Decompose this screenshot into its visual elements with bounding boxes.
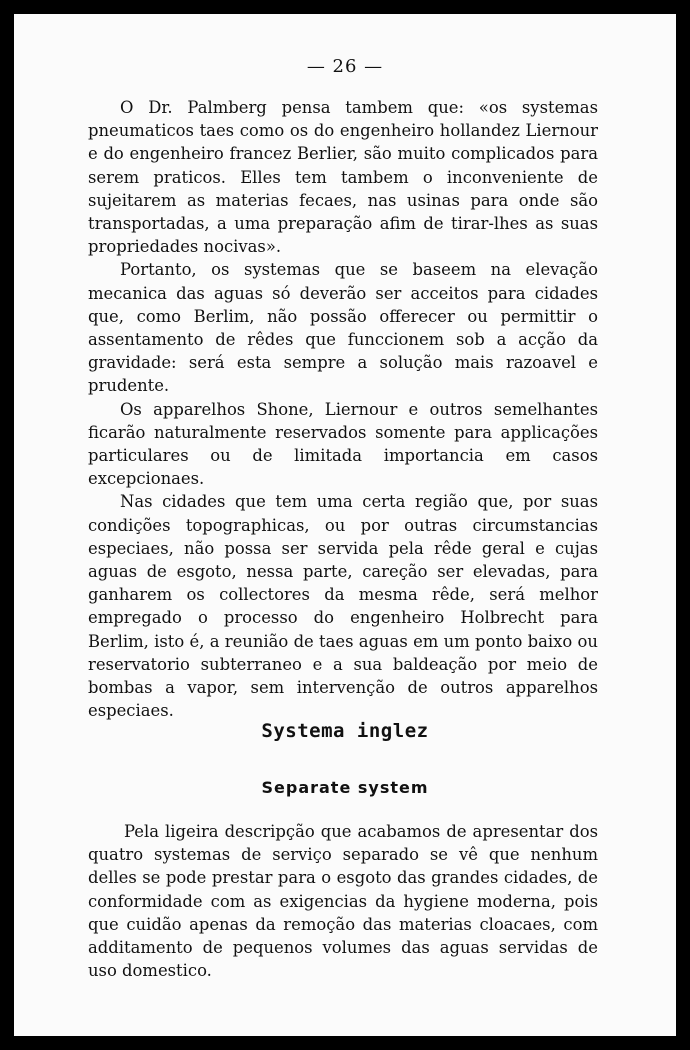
page-number: — 26 —: [306, 56, 384, 77]
body-text-2: [88, 820, 598, 982]
body-text: [88, 96, 598, 722]
paragraph: O Dr. Palmberg pensa tambem que: «os systemas pneumaticos taes como os do engenheiro hollandez Liernour e do engenheiro francez Berlier, são muito complicados para serem praticos. Elles tem tambem o inconveniente de sujeitarem as materias fecaes, nas usinas para onde são transportadas, a uma preparação afim de tirar-lhes as suas propriedades nocivas».: [88, 98, 598, 257]
section-title: Systema inglez: [261, 720, 429, 742]
paragraph: Nas cidades que tem uma certa região que, por suas condições topographicas, ou por outras circumstancias especiaes, não possa ser servida pela rêde geral e cujas aguas de esgoto, nessa parte, careção ser elevadas, para ganharem os collectores da mesma rêde, será melhor empregado o processo do engenheiro Holbrecht para Berlim, isto é, a reunião de taes aguas em um ponto baixo ou reservatorio subterraneo e a sua baldeação por meio de bombas a vapor, sem intervenção de outros apparelhos especiaes.: [88, 492, 598, 721]
book-page: [14, 14, 676, 1036]
paragraph: Portanto, os systemas que se baseem na elevação mecanica das aguas só deverão ser acceitos para cidades que, como Berlim, não possão offerecer ou permittir o assentamento de rêdes que funccionem sob a acção da gravidade: será esta sempre a solução mais razoavel e prudente.: [88, 260, 598, 396]
paragraph: Os apparelhos Shone, Liernour e outros semelhantes ficarão naturalmente reservados somente para applicações particulares ou de limitada importancia em casos excepcionaes.: [88, 399, 598, 489]
paragraph: Pela ligeira descripção que acabamos de apresentar dos quatro systemas de serviço separado se vê que nenhum delles se pode prestar para o esgoto das grandes cidades, de conformidade com as exigencias da hygiene moderna, pois que cuidão apenas da remoção das materias cloacaes, com additamento de pequenos volumes das aguas servidas de uso domestico.: [88, 822, 598, 981]
subsection-title: Separate system: [261, 778, 429, 797]
